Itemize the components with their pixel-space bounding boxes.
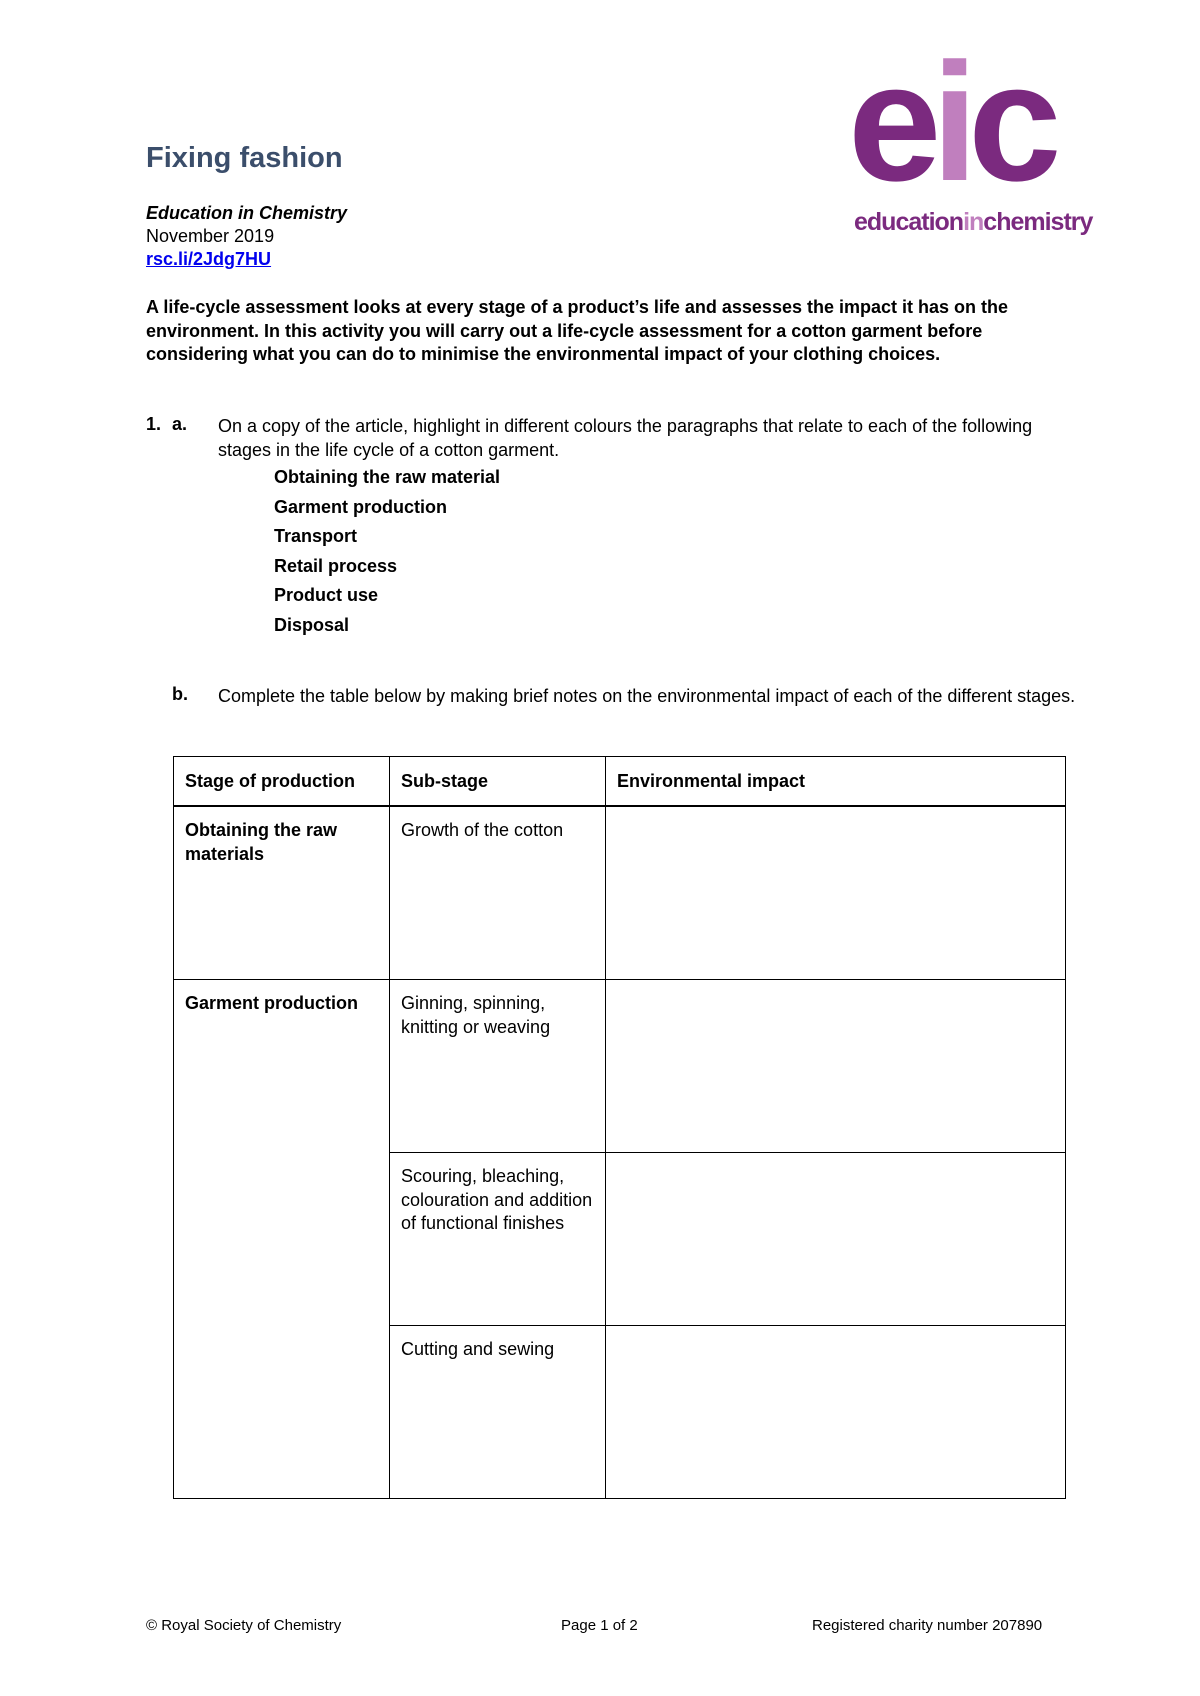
impact-cell[interactable]	[606, 980, 1066, 1153]
table-header-row	[174, 757, 1066, 807]
logo-letter-i: i	[931, 28, 969, 216]
header-substage: Sub-stage	[390, 757, 606, 807]
page-title: Fixing fashion	[146, 142, 343, 174]
publication-date: November 2019	[146, 226, 275, 246]
substage-cell: Scouring, bleaching, colouration and addition of functional finishes	[390, 1153, 606, 1326]
stage-list	[274, 463, 500, 641]
footer-page-number: Page 1 of 2	[561, 1617, 638, 1634]
substage-cell: Cutting and sewing	[390, 1326, 606, 1499]
stage-item: Obtaining the raw material	[274, 467, 501, 487]
footer-charity-number: Registered charity number 207890	[812, 1617, 1043, 1634]
header-impact: Environmental impact	[606, 757, 1066, 807]
substage-cell: Growth of the cotton	[390, 806, 606, 980]
impact-table	[173, 756, 1066, 1499]
logo-letter-c: c	[968, 28, 1052, 216]
question-a-text: On a copy of the article, highlight in different colours the paragraphs that relate to each of the following stages in the life cycle of a cotton garment.	[218, 416, 1033, 460]
question-b-label: b.	[172, 684, 188, 704]
publication-name: Education in Chemistry	[146, 203, 348, 223]
logo-word-in: in	[963, 208, 984, 236]
impact-cell[interactable]	[606, 1326, 1066, 1499]
substage-cell: Ginning, spinning, knitting or weaving	[390, 980, 606, 1153]
table-row	[174, 980, 1066, 1153]
header-stage: Stage of production	[174, 757, 390, 807]
question-b-text: Complete the table below by making brief notes on the environmental impact of each of the different stages.	[218, 686, 1076, 706]
footer-copyright: © Royal Society of Chemistry	[146, 1617, 342, 1634]
stage-item: Retail process	[274, 555, 398, 576]
table-row	[174, 806, 1066, 980]
question-number: 1.	[146, 414, 162, 434]
publication-meta	[146, 202, 347, 271]
eic-logo-mark	[848, 28, 1068, 216]
question-a-label: a.	[172, 414, 188, 434]
impact-cell[interactable]	[606, 806, 1066, 980]
stage-item: Transport	[274, 526, 358, 547]
stage-item: Product use	[274, 585, 379, 606]
impact-cell[interactable]	[606, 1153, 1066, 1326]
intro-paragraph: A life-cycle assessment looks at every stage of a product’s life and assesses the impact it has on the environment. In this activity you will carry out a life-cycle assessment for a cotton garment before considering what you can do to minimise the environmental impact of your clothing choices.	[146, 297, 1008, 364]
eic-logo	[848, 28, 1093, 240]
logo-letter-e: e	[848, 28, 932, 216]
stage-item: Disposal	[274, 614, 350, 635]
stage-item: Garment production	[274, 496, 448, 517]
logo-word-chemistry: chemistry	[983, 208, 1093, 236]
stage-cell: Garment production	[174, 980, 390, 1499]
logo-word-education: education	[854, 208, 964, 236]
eic-logo-wordmark	[854, 208, 1092, 237]
stage-cell: Obtaining the raw materials	[174, 806, 390, 980]
article-link[interactable]: rsc.li/2Jdg7HU	[146, 249, 272, 269]
